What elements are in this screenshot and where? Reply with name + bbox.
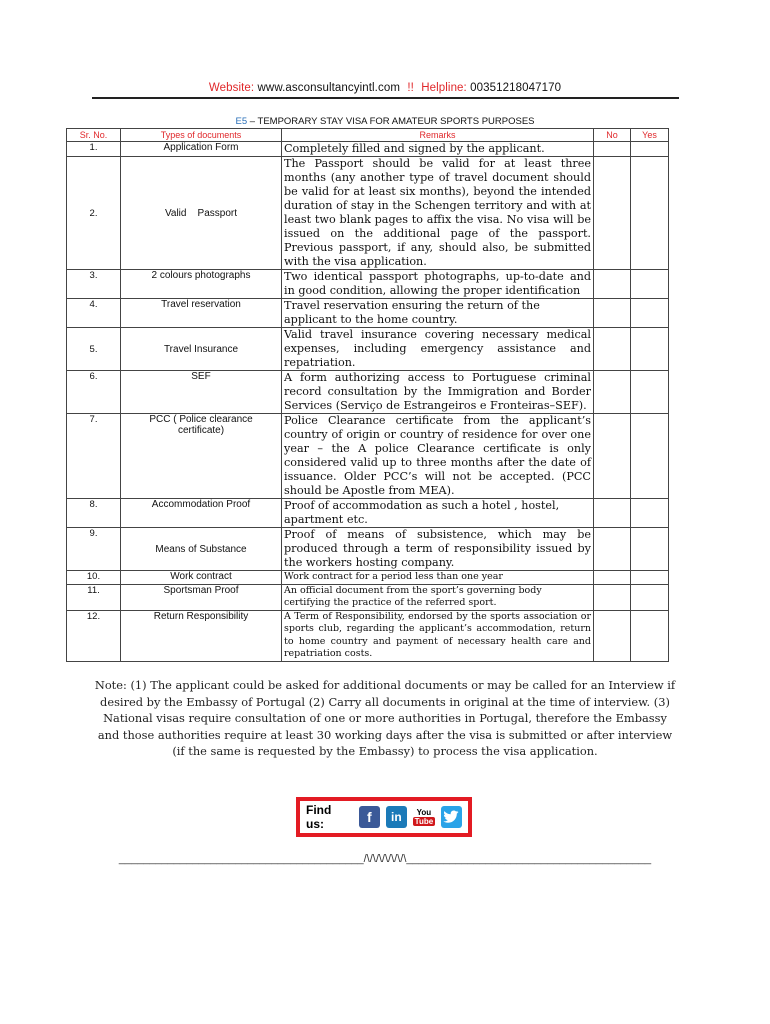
table-row [67, 610, 669, 661]
row-sr: 11. [67, 584, 121, 610]
row-sr: 7. [67, 414, 121, 499]
row-no-cell[interactable] [594, 142, 631, 157]
row-sr: 10. [67, 571, 121, 585]
row-remark: An official document from the sport’s governing body certifying the practice of the referred sport. [282, 584, 594, 610]
header-types: Types of documents [121, 129, 282, 142]
youtube-tube: Tube [414, 817, 434, 826]
table-row [67, 157, 669, 270]
row-type: Travel reservation [121, 299, 282, 328]
row-remark: A Term of Responsibility, endorsed by the sports association or sports club, regarding the applicant’s accommodation, return to home country and payment of necessary health care and repatriation costs. [282, 610, 594, 661]
header-rule [92, 97, 679, 99]
row-remark: Two identical passport photographs, up-to-date and in good condition, allowing the proper identification [282, 270, 594, 299]
row-type: 2 colours photographs [121, 270, 282, 299]
row-sr: 2. [67, 157, 121, 270]
table-row [67, 571, 669, 585]
row-no-cell[interactable] [594, 299, 631, 328]
table-row [67, 142, 669, 157]
row-no-cell[interactable] [594, 371, 631, 414]
twitter-icon[interactable] [441, 806, 462, 828]
footer-rule-left: ________________________________________ [118, 853, 364, 865]
table-header-row [67, 129, 669, 142]
row-no-cell[interactable] [594, 571, 631, 585]
row-yes-cell[interactable] [631, 142, 669, 157]
row-remark: Valid travel insurance covering necessary medical expenses, including emergency assistance and repatriation. [282, 328, 594, 371]
row-type: Work contract [121, 571, 282, 585]
website-label: Website: [208, 82, 255, 94]
table-row [67, 299, 669, 328]
row-no-cell[interactable] [594, 528, 631, 571]
row-sr: 3. [67, 270, 121, 299]
row-type: Return Responsibility [121, 610, 282, 661]
document-title [0, 116, 770, 127]
helpline-number: 00351218047170 [470, 82, 562, 94]
row-no-cell[interactable] [594, 610, 631, 661]
find-us-label: Find us: [306, 803, 332, 831]
row-type: SEF [121, 371, 282, 414]
row-yes-cell[interactable] [631, 499, 669, 528]
row-sr: 1. [67, 142, 121, 157]
helpline-label: Helpline: [421, 82, 467, 94]
row-no-cell[interactable] [594, 584, 631, 610]
header-remarks: Remarks [282, 129, 594, 142]
row-yes-cell[interactable] [631, 414, 669, 499]
row-remark: A form authorizing access to Portuguese criminal record consultation by the Immigration and Border Services (Serviço de Estrangeiros e Fronteiras–SEF). [282, 371, 594, 414]
table-row [67, 414, 669, 499]
footer-zigzag: /\/\/\/\/\/\/\ [363, 853, 407, 865]
row-yes-cell[interactable] [631, 328, 669, 371]
header-no: No [594, 129, 631, 142]
row-sr: 8. [67, 499, 121, 528]
row-yes-cell[interactable] [631, 371, 669, 414]
table-row [67, 270, 669, 299]
row-no-cell[interactable] [594, 328, 631, 371]
footer-rule-right: ________________________________________ [406, 853, 652, 865]
table-row [67, 499, 669, 528]
row-remark: Travel reservation ensuring the return of the applicant to the home country. [282, 299, 594, 328]
footer-divider [0, 853, 770, 865]
row-yes-cell[interactable] [631, 299, 669, 328]
row-type: Valid Passport [121, 157, 282, 270]
twitter-bird-icon [443, 810, 459, 824]
header-yes: Yes [631, 129, 669, 142]
requirements-table [66, 128, 669, 662]
table-row [67, 328, 669, 371]
youtube-icon[interactable] [413, 806, 435, 828]
row-sr: 4. [67, 299, 121, 328]
note-paragraph: Note: (1) The applicant could be asked for additional documents or may be called for an Interview if desired by the Embassy of Portugal (2) Carry all documents in original at the time of interview. (3) National visas require consultation of one or more authorities in Portugal, therefore the Embassy and those authorities require at least 30 working days after the visa is submitted or after interview (if the same is requested by the Embassy) to process the visa application. [94, 678, 676, 758]
row-yes-cell[interactable] [631, 270, 669, 299]
row-remark: Work contract for a period less than one year [282, 571, 594, 585]
row-remark: Proof of accommodation as such a hotel , hostel, apartment etc. [282, 499, 594, 528]
visa-code: E5 [235, 116, 248, 127]
youtube-you: You [416, 808, 432, 817]
row-remark: Proof of means of subsistence, which may be produced through a term of responsibility issued by the workers hosting company. [282, 528, 594, 571]
row-remark: The Passport should be valid for at least three months (any another type of travel document should be valid for at least six months), beyond the intended duration of stay in the Schengen territory and with at least two blank pages to affix the visa. No visa will be issued on the additional page of the passport. Previous passport, if any, should also, be submitted with the visa application. [282, 157, 594, 270]
row-type: Travel Insurance [121, 328, 282, 371]
find-us-inner [300, 801, 468, 833]
row-sr: 5. [67, 328, 121, 371]
row-yes-cell[interactable] [631, 571, 669, 585]
row-yes-cell[interactable] [631, 528, 669, 571]
row-yes-cell[interactable] [631, 584, 669, 610]
row-no-cell[interactable] [594, 270, 631, 299]
title-text: – TEMPORARY STAY VISA FOR AMATEUR SPORTS PURPOSES [247, 116, 535, 127]
row-no-cell[interactable] [594, 157, 631, 270]
row-type: Means of Substance [121, 528, 282, 571]
row-type: PCC ( Police clearance certificate) [121, 414, 282, 499]
row-sr: 9. [67, 528, 121, 571]
header-separator: !! [407, 82, 414, 94]
find-us-banner [296, 797, 472, 837]
row-yes-cell[interactable] [631, 157, 669, 270]
row-sr: 6. [67, 371, 121, 414]
row-remark: Completely filled and signed by the applicant. [282, 142, 594, 157]
row-type: Application Form [121, 142, 282, 157]
header-sr-no: Sr. No. [67, 129, 121, 142]
row-no-cell[interactable] [594, 414, 631, 499]
table-row [67, 528, 669, 571]
row-sr: 12. [67, 610, 121, 661]
row-remark: Police Clearance certificate from the applicant’s country of origin or country of residence for over one year – the A police Clearance certificate is only considered valid up to three months after the date of issuance. Older PCC’s will not be accepted. (PCC should be Apostle from MEA). [282, 414, 594, 499]
table-row [67, 371, 669, 414]
table-row [67, 584, 669, 610]
row-type: Sportsman Proof [121, 584, 282, 610]
row-yes-cell[interactable] [631, 610, 669, 661]
row-type: Accommodation Proof [121, 499, 282, 528]
facebook-icon[interactable]: f [359, 806, 380, 828]
page-header [0, 82, 770, 94]
linkedin-icon[interactable]: in [386, 806, 407, 828]
row-no-cell[interactable] [594, 499, 631, 528]
website-link[interactable]: www.asconsultancyintl.com [257, 82, 401, 94]
